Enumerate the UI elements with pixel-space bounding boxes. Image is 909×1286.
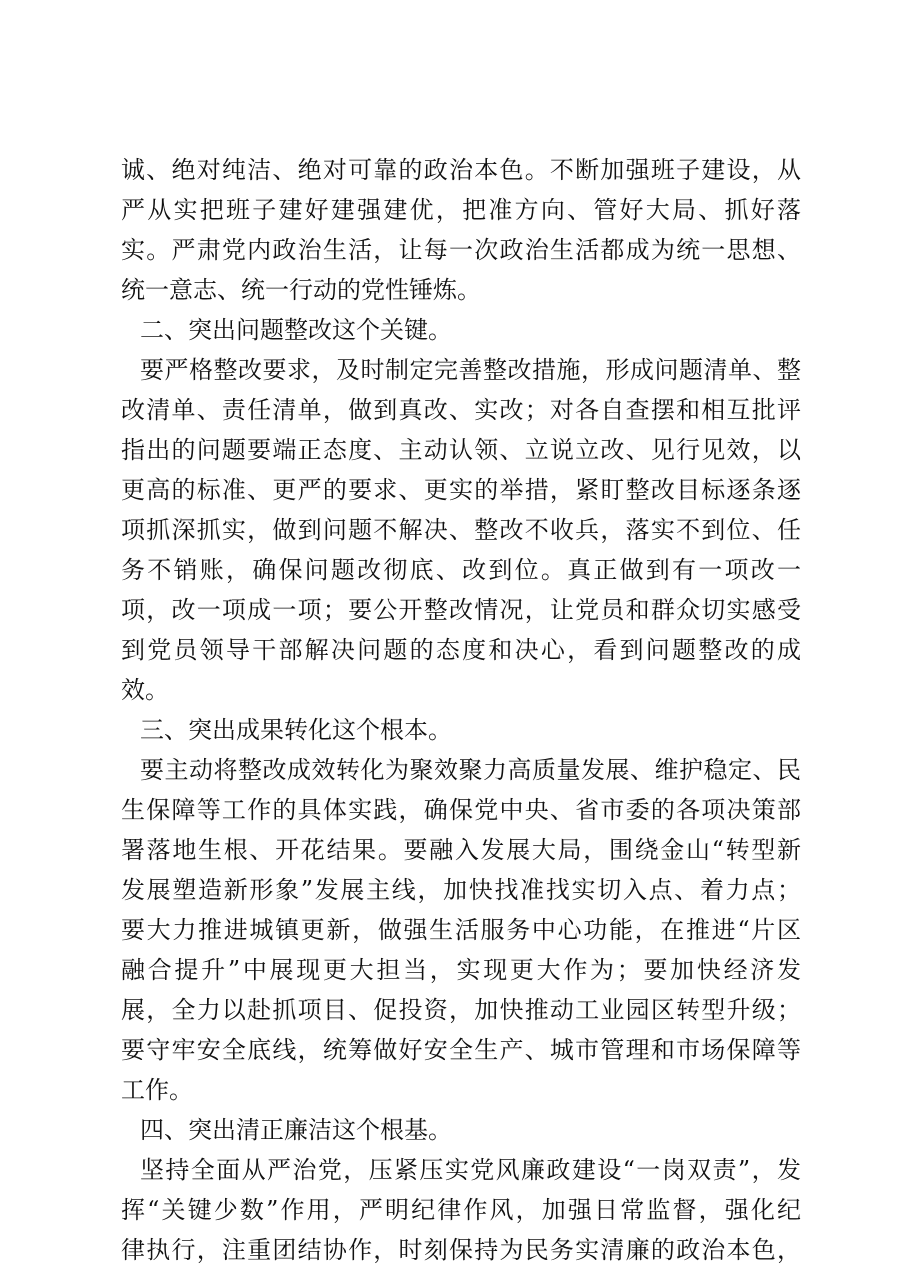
text-line: 到党员领导干部解决问题的态度和决心，看到问题整改的成: [121, 636, 801, 664]
text-line: 坚持全面从严治党，压紧压实党风廉政建设“一岗双责”，发: [140, 1156, 801, 1184]
text-line: 要大力推进城镇更新，做强生活服务中心功能，在推进“片区: [121, 916, 801, 944]
text-line: 严从实把班子建好建强建优，把准方向、管好大局、抓好落: [121, 196, 801, 224]
text-line: 指出的问题要端正态度、主动认领、立说立改、见行见效，以: [121, 436, 801, 464]
text-line: 改清单、责任清单，做到真改、实改；对各自查摆和相互批评: [121, 396, 801, 424]
text-line: 生保障等工作的具体实践，确保党中央、省市委的各项决策部: [121, 796, 801, 824]
text-line: 项，改一项成一项；要公开整改情况，让党员和群众切实感受: [121, 596, 801, 624]
text-line: 律执行，注重团结协作，时刻保持为民务实清廉的政治本色，: [121, 1236, 801, 1264]
text-line: 实。严肃党内政治生活，让每一次政治生活都成为统一思想、: [121, 236, 801, 264]
text-line: 挥“关键少数”作用，严明纪律作风，加强日常监督，强化纪: [121, 1196, 801, 1224]
text-line: 要守牢安全底线，统筹做好安全生产、城市管理和市场保障等: [121, 1036, 801, 1064]
text-line: 更高的标准、更严的要求、更实的举措，紧盯整改目标逐条逐: [121, 476, 801, 504]
section-heading: 二、突出问题整改这个关键。: [140, 316, 452, 344]
section-heading: 三、突出成果转化这个根本。: [140, 716, 452, 744]
section-heading: 四、突出清正廉洁这个根基。: [140, 1116, 452, 1144]
text-line: 署落地生根、开花结果。要融入发展大局，围绕金山“转型新: [121, 836, 801, 864]
text-line: 展，全力以赴抓项目、促投资，加快推动工业园区转型升级；: [121, 996, 801, 1024]
text-line: 发展塑造新形象”发展主线，加快找准找实切入点、着力点；: [121, 876, 801, 904]
text-line: 项抓深抓实，做到问题不解决、整改不收兵，落实不到位、任: [121, 516, 801, 544]
text-line: 要严格整改要求，及时制定完善整改措施，形成问题清单、整: [140, 356, 801, 384]
text-line: 融合提升”中展现更大担当，实现更大作为；要加快经济发: [121, 956, 801, 984]
text-line: 统一意志、统一行动的党性锤炼。: [121, 276, 481, 304]
text-line: 诚、绝对纯洁、绝对可靠的政治本色。不断加强班子建设，从: [121, 156, 801, 184]
text-line: 效。: [121, 676, 169, 704]
text-line: 要主动将整改成效转化为聚效聚力高质量发展、维护稳定、民: [140, 756, 801, 784]
text-line: 务不销账，确保问题改彻底、改到位。真正做到有一项改一: [121, 556, 801, 584]
text-line: 工作。: [121, 1076, 193, 1104]
